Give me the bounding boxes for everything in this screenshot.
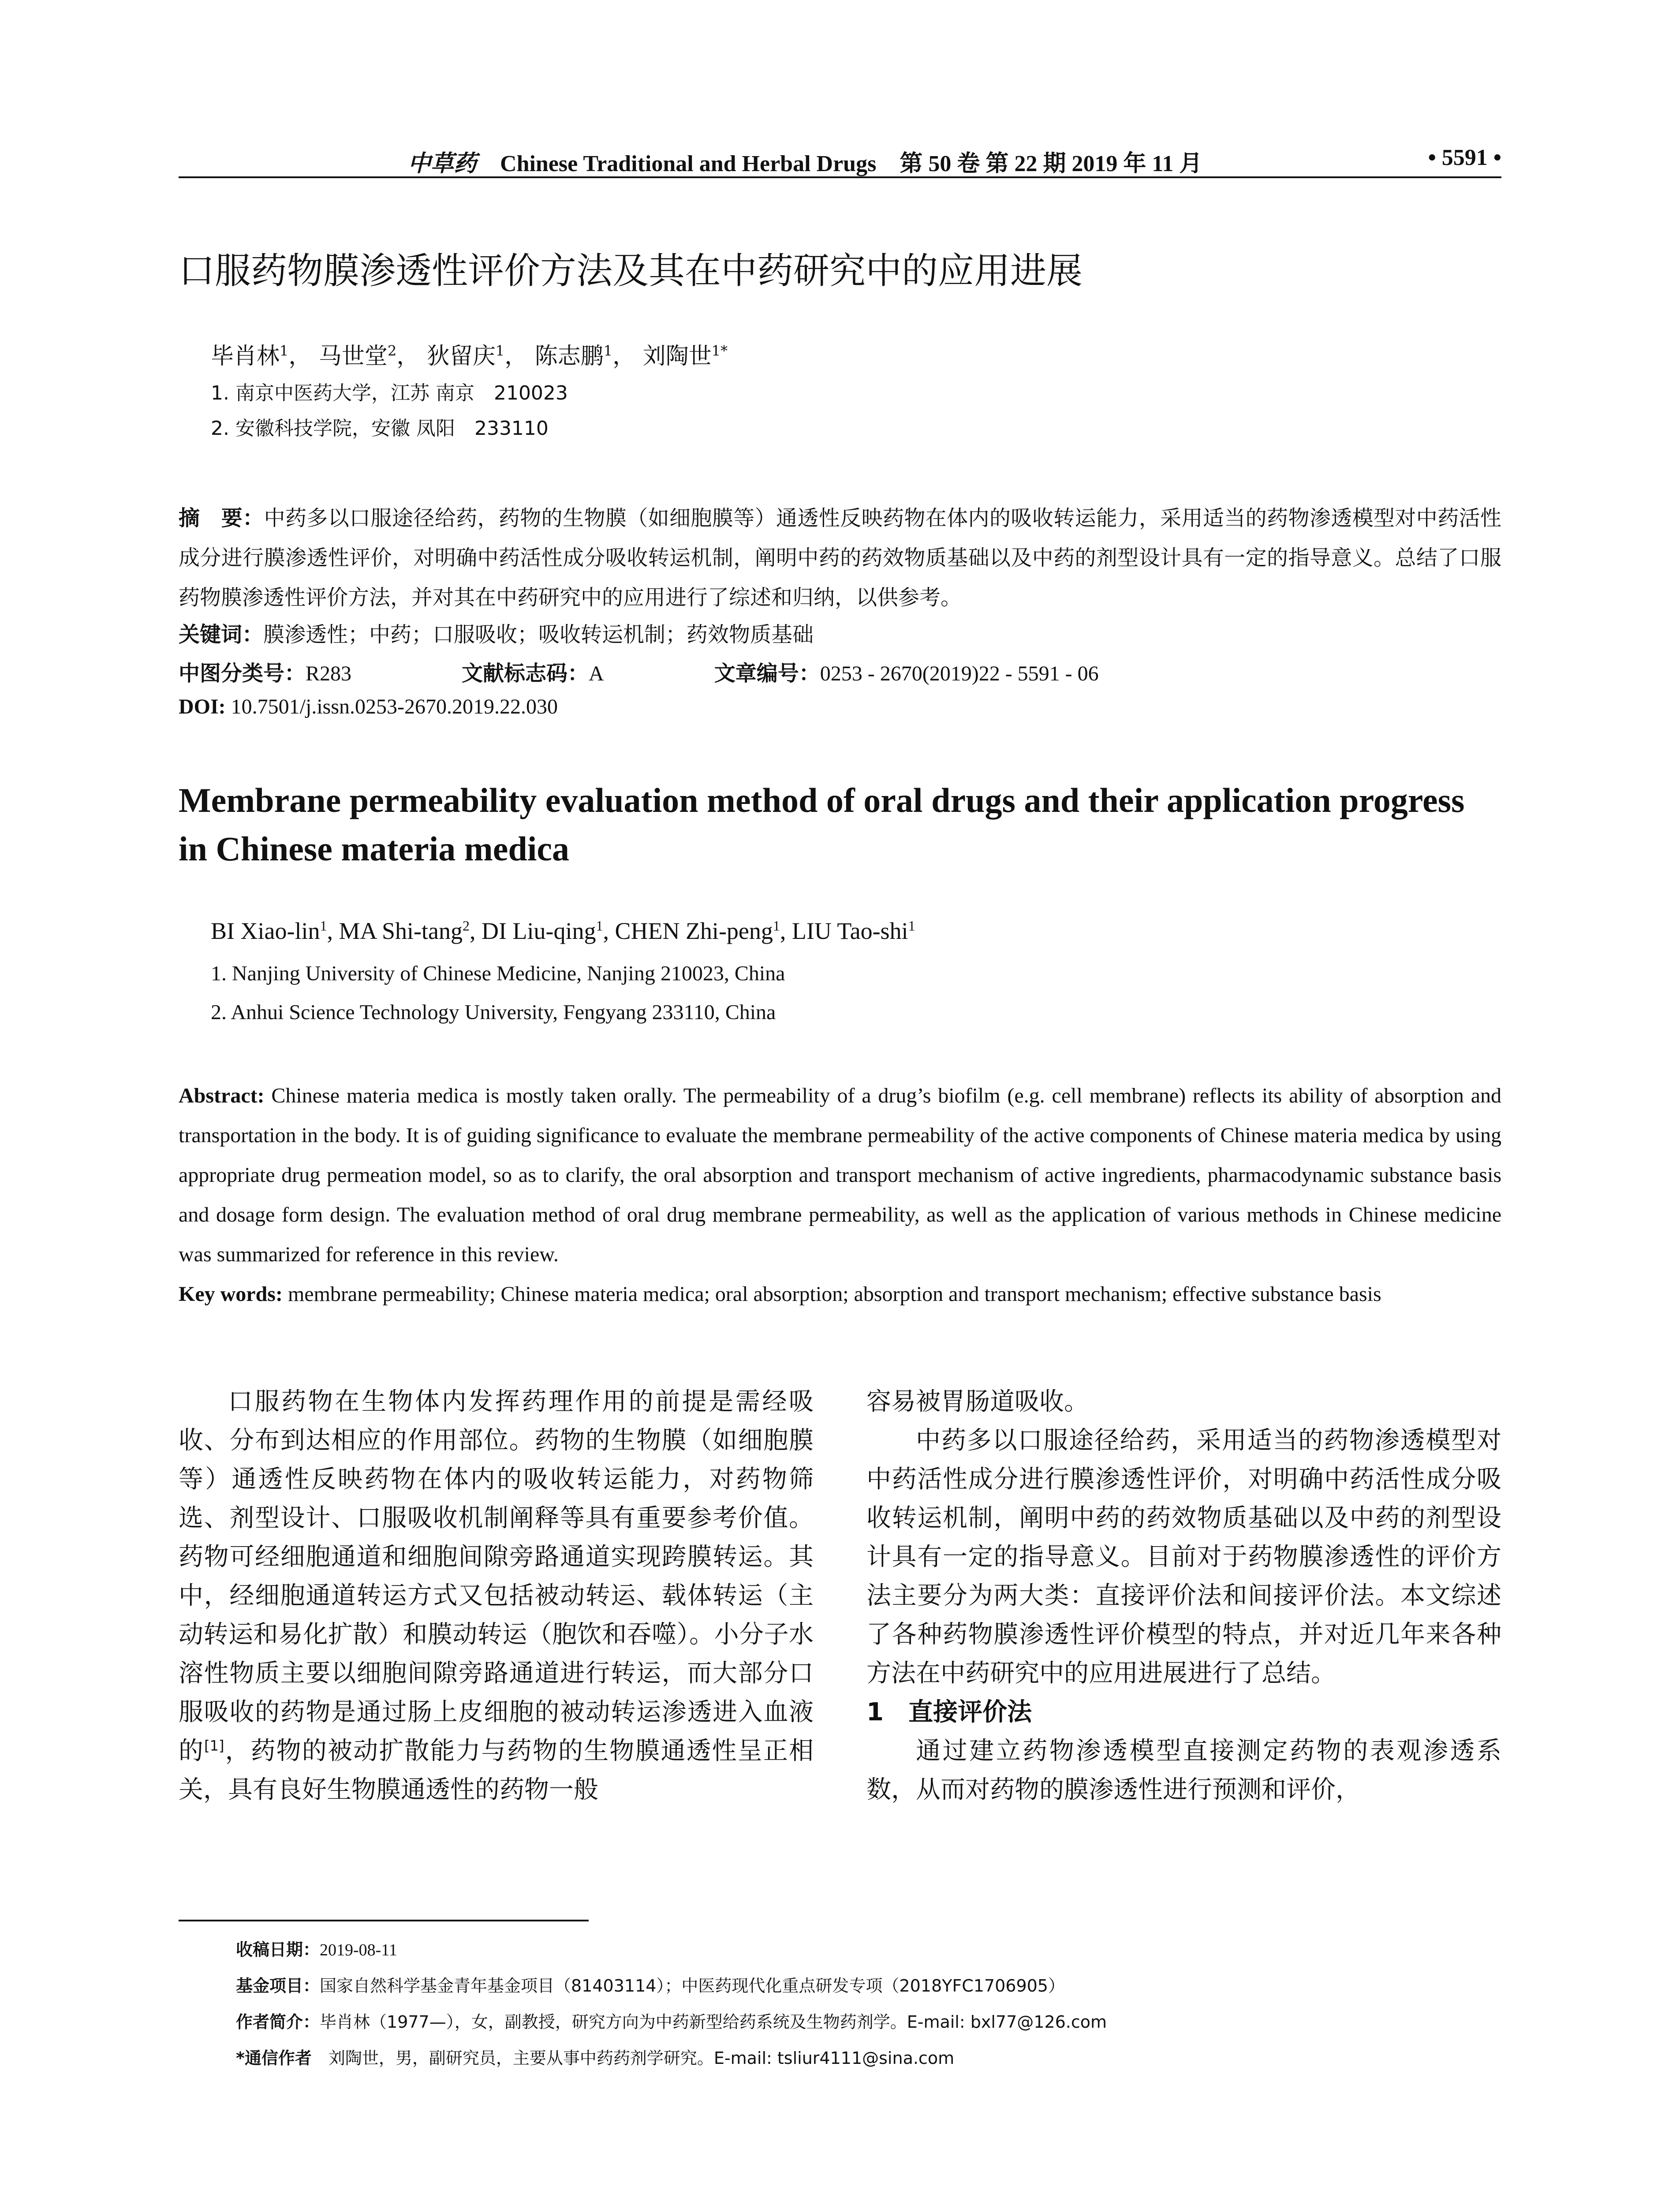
abstract-en-paragraph	[179, 1076, 1501, 1274]
citation-ref[interactable]: [1]	[204, 1737, 224, 1754]
footnote-label: 基金项目：	[236, 1976, 320, 1996]
affiliation-cn-1: 1. 南京中医药大学，江苏 南京 210023	[211, 382, 568, 404]
author-affil-mark: 1	[603, 342, 613, 359]
affiliation-en-1: 1. Nanjing University of Chinese Medicine, Nanjing 210023, China	[211, 962, 785, 985]
title-en: Membrane permeability evaluation method of oral drugs and their application progress in Chinese materia medica	[179, 781, 1465, 868]
author-cn: 陈志鹏	[534, 343, 604, 370]
author-affil-mark: 1	[773, 918, 780, 934]
section-heading: 1 直接评价法	[866, 1698, 1032, 1727]
body-paragraph: 中药多以口服途径给药，采用适当的药物渗透模型对中药活性成分进行膜渗透性评价，对明确中药活性成分吸收转运机制，阐明中药的药效物质基础以及中药的剂型设计具有一定的指导意义。目前对于药物膜渗透性的评价方法主要分为两大类：直接评价法和间接评价法。本文综述了各种药物膜渗透性评价模型的特点，并对近几年来各种方法在中药研究中的应用进展进行了总结。	[866, 1426, 1501, 1688]
author-separator: ,	[603, 918, 615, 944]
author-separator: ，	[504, 343, 528, 370]
keywords-en	[179, 1274, 1501, 1314]
article-no-value: 0253 - 2670(2019)22 - 5591 - 06	[820, 662, 1099, 685]
keywords-cn-label: 关键词：	[179, 622, 264, 647]
body-text: ，药物的被动扩散能力与药物的生物膜通透性呈正相关，具有良好生物膜通透性的药物一般	[179, 1737, 814, 1804]
body-paragraph: 通过建立药物渗透模型直接测定药物的表观渗透系数，从而对药物的膜渗透性进行预测和评价，	[866, 1737, 1501, 1804]
doi-line	[179, 695, 558, 719]
author-separator: ，	[612, 343, 636, 370]
footnote-label: *通信作者	[236, 2048, 312, 2068]
body-paragraph	[179, 1383, 814, 1809]
abstract-en	[179, 1076, 1501, 1314]
author-affil-mark: 1	[280, 342, 289, 359]
author-en: LIU Tao-shi	[791, 918, 908, 944]
journal-name-en: Chinese Traditional and Herbal Drugs	[500, 151, 877, 176]
keywords-en-label: Key words:	[179, 1282, 283, 1306]
author-affil-mark: 1	[320, 918, 327, 934]
clc-label: 中图分类号：	[179, 661, 306, 686]
classification-line	[179, 656, 1099, 687]
journal-issue: 第 50 卷 第 22 期 2019 年 11 月	[900, 151, 1202, 176]
footnote-fund	[236, 1972, 1065, 1996]
keywords-en-text: membrane permeability; Chinese materia medica; oral absorption; absorption and transport mechanism; effective substance basis	[282, 1282, 1381, 1306]
footnote-corresponding	[236, 2044, 954, 2069]
doc-code-label: 文献标志码：	[462, 661, 589, 686]
header-journal	[408, 145, 1202, 178]
author-separator: ,	[327, 918, 339, 944]
author-en: BI Xiao-lin	[211, 918, 320, 944]
authors-cn	[211, 337, 728, 370]
abstract-en-text: Chinese materia medica is mostly taken orally. The permeability of a drug’s biofilm (e.g. cell membrane) reflects its ability of absorption and transportation in the body. It is of guiding significance to evaluate the membrane permeability of the active components of Chinese materia medica by using appropriate drug permeation model, so as to clarify, the oral absorption and transport mechanism of active ingredients, pharmacodynamic substance basis and dosage form design. The evaluation method of oral drug membrane permeability, as well as the application of various methods in Chinese medicine was summarized for reference in this review.	[179, 1084, 1501, 1266]
keywords-cn	[179, 617, 814, 648]
doi-link[interactable]: 10.7501/j.issn.0253-2670.2019.22.030	[225, 695, 558, 718]
author-separator: ，	[396, 343, 420, 370]
author-affil-mark: 1*	[711, 342, 728, 359]
title-cn: 口服药物膜渗透性评价方法及其在中药研究中的应用进展	[179, 250, 1083, 292]
author-cn: 毕肖林	[211, 343, 280, 370]
affiliation-en-2: 2. Anhui Science Technology University, Fengyang 233110, China	[211, 1001, 776, 1024]
footnote-text: 刘陶世，男，副研究员，主要从事中药药剂学研究。E-mail: tsliur4111@sina.com	[311, 2048, 955, 2068]
doi-label: DOI:	[179, 695, 226, 718]
footnote-text: 2019-08-11	[320, 1941, 397, 1959]
author-affil-mark: 1	[596, 918, 603, 934]
footnote-label: 收稿日期：	[236, 1940, 320, 1959]
abstract-cn-label: 摘 要：	[179, 506, 264, 531]
footnote-text: 毕肖林（1977—），女，副教授，研究方向为中药新型给药系统及生物药剂学。E-mail: bxl77@126.com	[320, 2012, 1107, 2032]
body-text: 口服药物在生物体内发挥药理作用的前提是需经吸收、分布到达相应的作用部位。药物的生物膜（如细胞膜等）通透性反映药物在体内的吸收转运能力，对药物筛选、剂型设计、口服吸收机制阐释等具有重要参考价值。药物可经细胞通道和细胞间隙旁路通道实现跨膜转运。其中，经细胞通道转运方式又包括被动转运、载体转运（主动转运和易化扩散）和膜动转运（胞饮和吞噬）。小分子水溶性物质主要以细胞间隙旁路通道进行转运，而大部分口服吸收的药物是通过肠上皮细胞的被动转运渗透进入血液的	[179, 1387, 814, 1765]
author-affil-mark: 2	[463, 918, 470, 934]
author-separator: ，	[288, 343, 312, 370]
header-divider	[179, 176, 1501, 178]
article-no-label: 文章编号：	[714, 661, 820, 686]
author-separator: ,	[470, 918, 482, 944]
affiliation-cn-2: 2. 安徽科技学院，安徽 凤阳 233110	[211, 417, 549, 440]
author-affil-mark: 1	[495, 342, 505, 359]
running-header	[179, 140, 1501, 176]
footnote-received	[236, 1936, 397, 1960]
authors-en	[211, 917, 915, 945]
page-number: • 5591 •	[1428, 145, 1501, 170]
author-affil-mark: 1	[908, 918, 915, 934]
clc-value: R283	[306, 662, 352, 685]
footnote-text: 国家自然科学基金青年基金项目（81403114）；中医药现代化重点研发专项（2018YFC1706905）	[320, 1976, 1065, 1996]
abstract-cn-text: 中药多以口服途径给药，药物的生物膜（如细胞膜等）通透性反映药物在体内的吸收转运能力，采用适当的药物渗透模型对中药活性成分进行膜渗透性评价，对明确中药活性成分吸收转运机制，阐明中药的药效物质基础以及中药的剂型设计具有一定的指导意义。总结了口服药物膜渗透性评价方法，并对其在中药研究中的应用进行了综述和归纳，以供参考。	[179, 506, 1501, 610]
author-en: CHEN Zhi-peng	[615, 918, 773, 944]
abstract-cn	[179, 498, 1501, 617]
footnote-label: 作者简介：	[236, 2012, 320, 2032]
doc-code-value: A	[589, 662, 604, 685]
footnote-author	[236, 2008, 1107, 2033]
author-affil-mark: 2	[387, 342, 397, 359]
journal-name-cn: 中草药	[408, 151, 477, 176]
body-column-left	[179, 1383, 814, 1809]
body-column-right	[866, 1383, 1501, 1809]
author-cn: 马世堂	[318, 343, 388, 370]
body-paragraph: 容易被胃肠道吸收。	[866, 1387, 1089, 1416]
keywords-cn-text: 膜渗透性；中药；口服吸收；吸收转运机制；药效物质基础	[263, 622, 814, 647]
author-separator: ,	[780, 918, 792, 944]
abstract-en-label: Abstract:	[179, 1084, 265, 1107]
author-en: MA Shi-tang	[339, 918, 463, 944]
author-cn: 狄留庆	[426, 343, 496, 370]
footnote-divider	[179, 1920, 589, 1921]
author-cn: 刘陶世	[642, 343, 712, 370]
author-en: DI Liu-qing	[482, 918, 596, 944]
